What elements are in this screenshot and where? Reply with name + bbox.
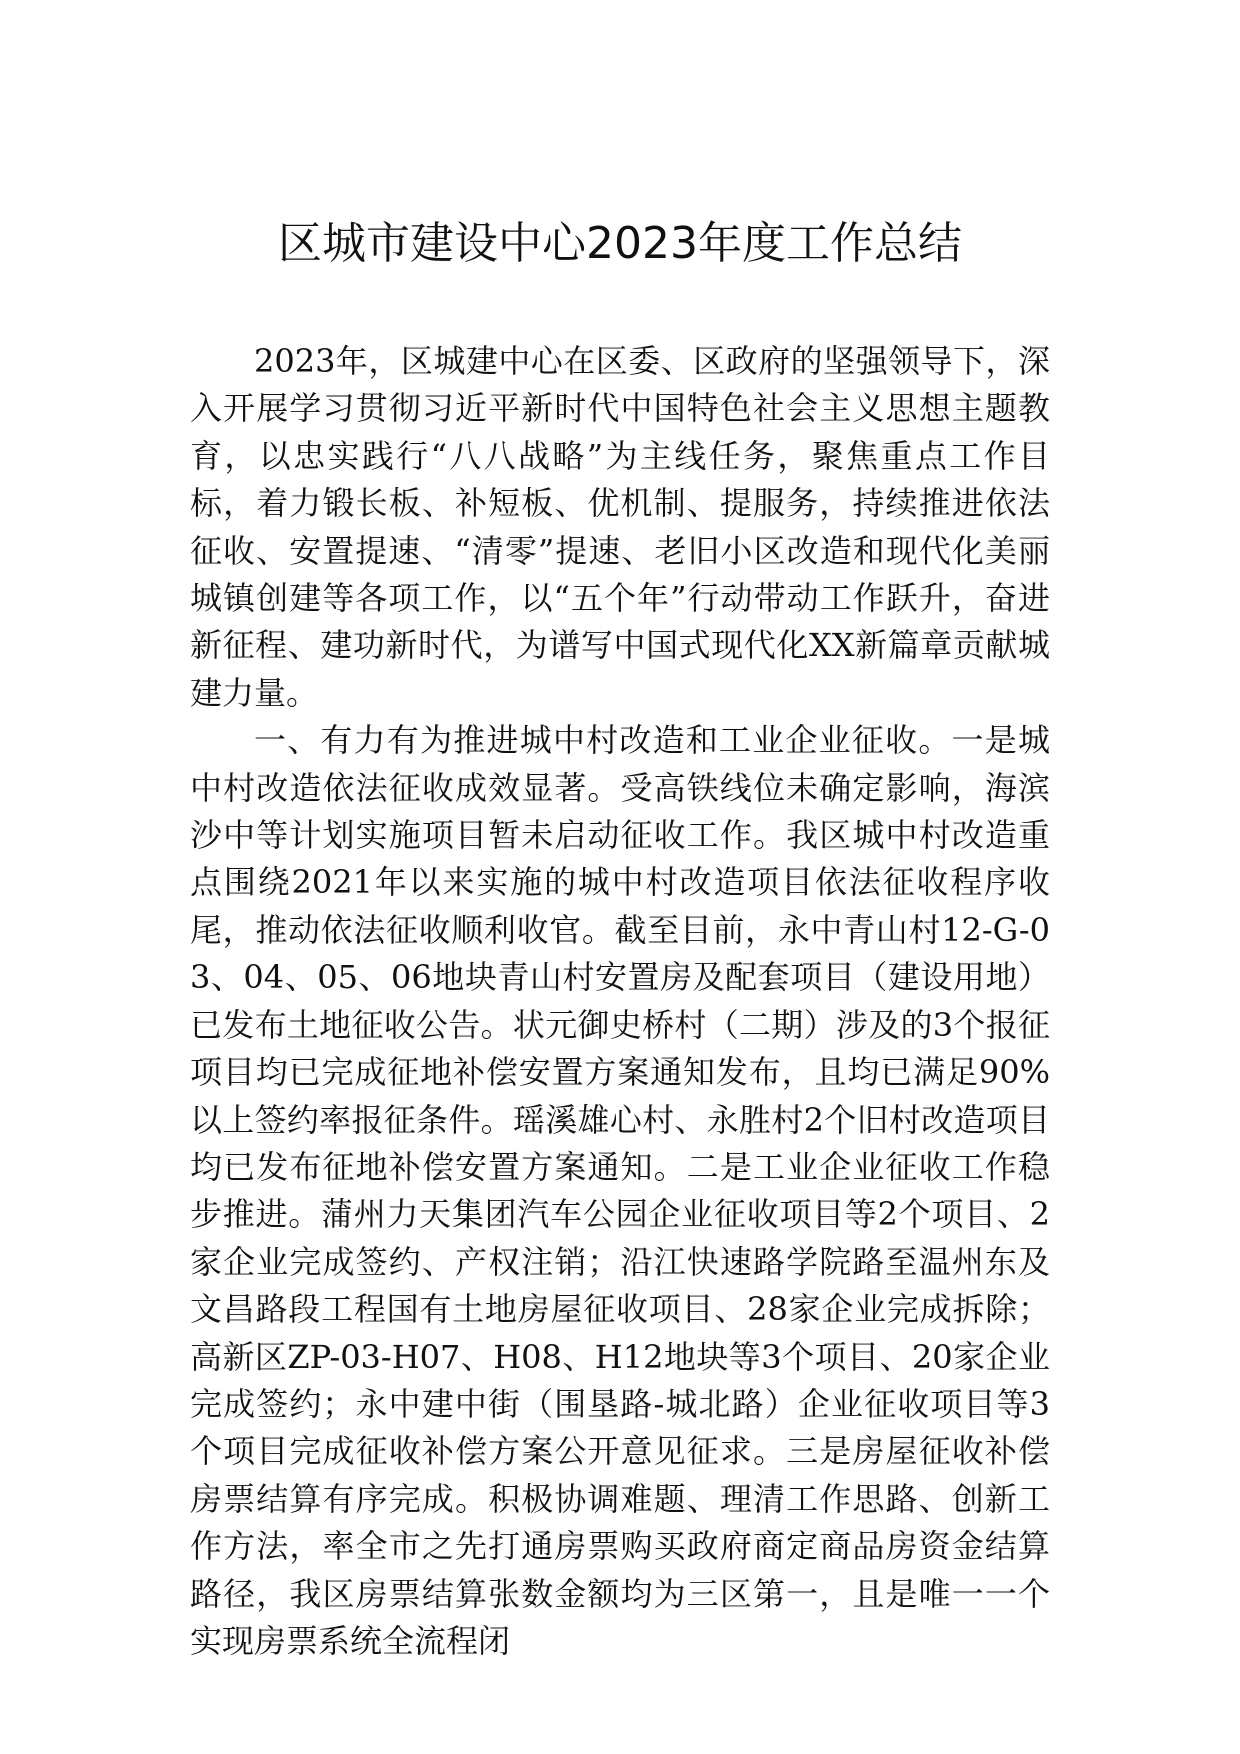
paragraph-section-one: 一、有力有为推进城中村改造和工业企业征收。一是城中村改造依法征收成效显著。受高铁线位未确定影响，海滨沙中等计划实施项目暂未启动征收工作。我区城中村改造重点围绕2021年以来实施的城中村改造项目依法征收程序收尾，推动依法征收顺利收官。截至目前，永中青山村12-G-03、04、05、06地块青山村安置房及配套项目（建设用地）已发布土地征收公告。状元御史桥村（二期）涉及的3个报征项目均已完成征地补偿安置方案通知发布，且均已满足90%以上签约率报征条件。瑶溪雄心村、永胜村2个旧村改造项目均已发布征地补偿安置方案通知。二是工业企业征收工作稳步推进。蒲州力天集团汽车公园企业征收项目等2个项目、2家企业完成签约、产权注销；沿江快速路学院路至温州东及文昌路段工程国有土地房屋征收项目、28家企业完成拆除；高新区ZP-03-H07、H08、H12地块等3个项目、20家企业完成签约；永中建中街（围垦路-城北路）企业征收项目等3个项目完成征收补偿方案公开意见征求。三是房屋征收补偿房票结算有序完成。积极协调难题、理清工作思路、创新工作方法，率全市之先打通房票购买政府商定商品房资金结算路径，我区房票结算张数金额均为三区第一，且是唯一一个实现房票系统全流程闭	[190, 721, 1050, 1660]
document-title: 区城市建设中心2023年度工作总结	[278, 218, 962, 269]
document-body	[190, 338, 1050, 1665]
paragraph-intro: 2023年，区城建中心在区委、区政府的坚强领导下，深入开展学习贯彻习近平新时代中国特色社会主义思想主题教育，以忠实践行“八八战略”为主线任务，聚焦重点工作目标，着力锻长板、补短板、优机制、提服务，持续推进依法征收、安置提速、“清零”提速、老旧小区改造和现代化美丽城镇创建等各项工作，以“五个年”行动带动工作跃升，奋进新征程、建功新时代，为谱写中国式现代化XX新篇章贡献城建力量。	[190, 342, 1050, 712]
